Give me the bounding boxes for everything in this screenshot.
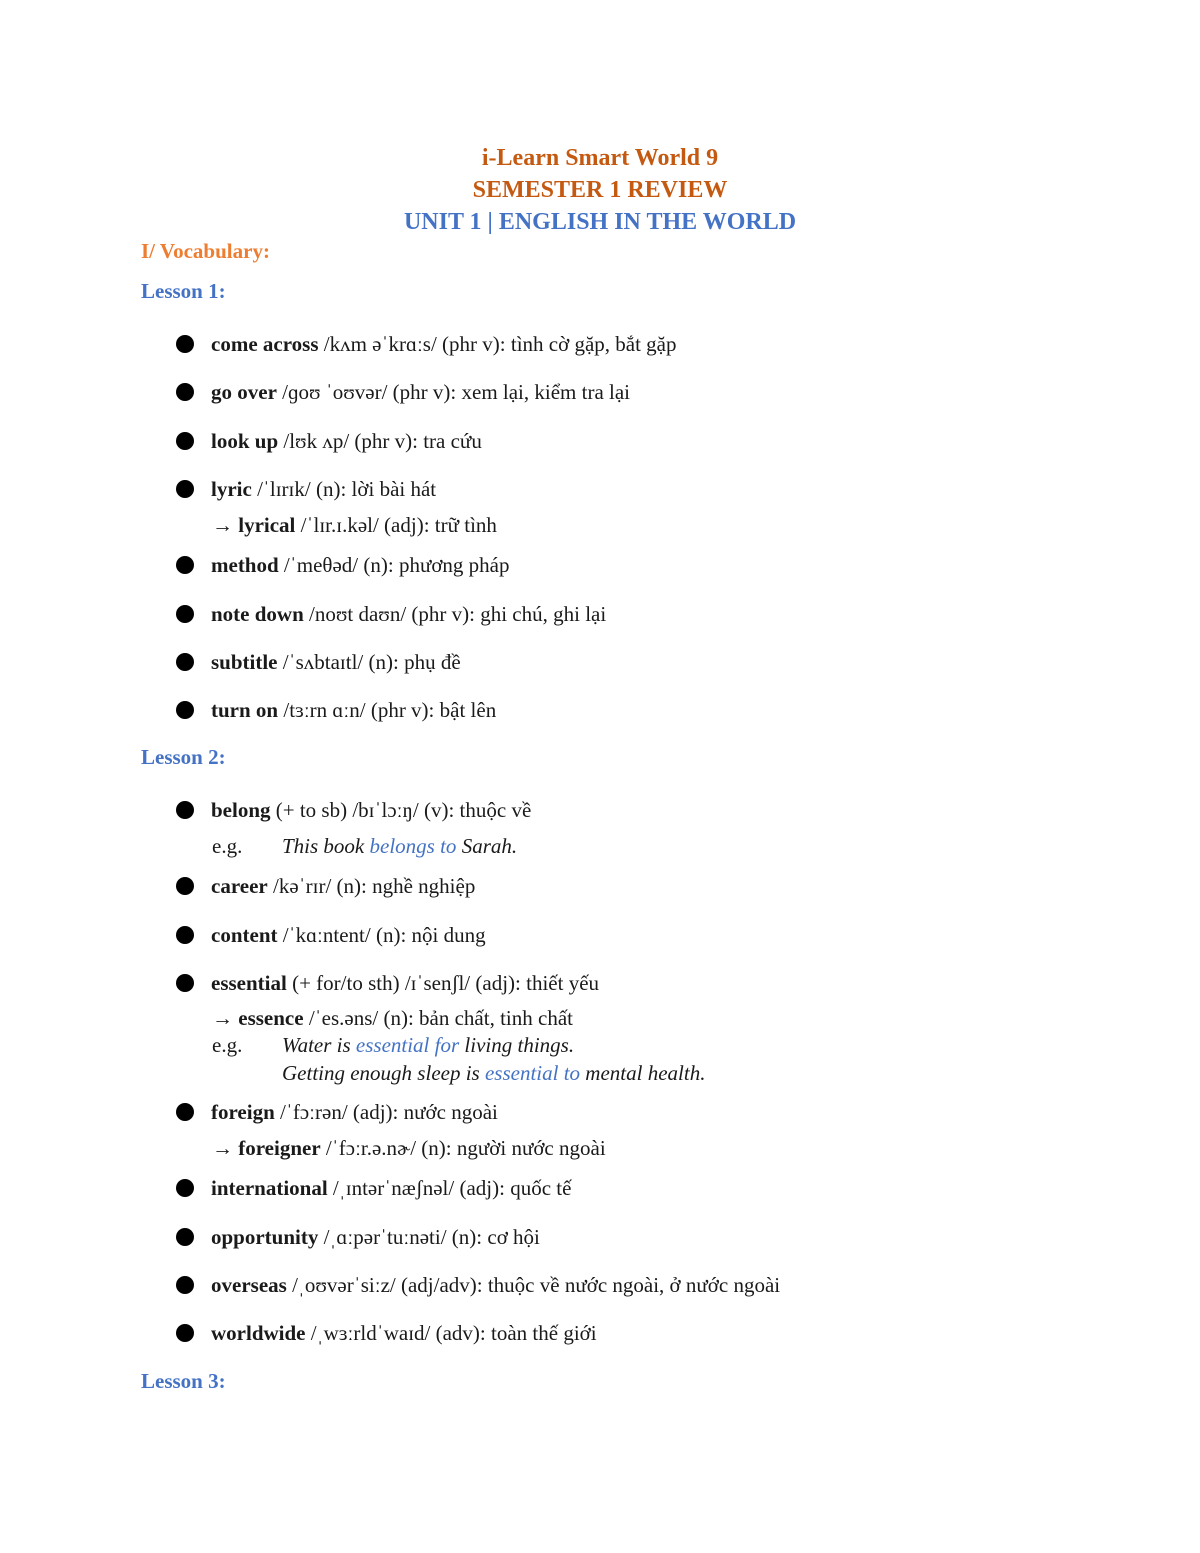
semester-title: SEMESTER 1 REVIEW	[472, 177, 728, 203]
example-sentence	[282, 1060, 705, 1086]
vocab-word: opportunity	[211, 1225, 319, 1249]
vocab-item	[176, 1099, 498, 1125]
vocab-item	[176, 1224, 540, 1250]
unit-title: UNIT 1 | ENGLISH IN THE WORLD	[403, 209, 797, 235]
bullet-icon	[176, 801, 194, 819]
vocab-item	[176, 1320, 597, 1346]
vocab-definition: /ˌoʊvərˈsiːz/ (adj/adv): thuộc về nước ngoài, ở nước ngoài	[286, 1273, 781, 1297]
derived-word	[212, 1135, 606, 1161]
vocab-word: worldwide	[211, 1321, 306, 1345]
vocab-item	[176, 552, 510, 578]
bullet-icon	[176, 1103, 194, 1121]
vocab-definition: /ˈes.əns/ (n): bản chất, tinh chất	[303, 1006, 573, 1030]
section-heading-vocabulary: I/ Vocabulary:	[141, 239, 270, 263]
bullet-icon	[176, 701, 194, 719]
example-label: e.g.	[212, 1033, 243, 1057]
example-text: mental health.	[580, 1061, 706, 1085]
vocab-definition: /kəˈrɪr/ (n): nghề nghiệp	[267, 874, 476, 898]
vocab-definition: (+ for/to sth) /ɪˈsenʃl/ (adj): thiết yếu	[286, 971, 600, 995]
arrow-icon: →	[212, 1136, 239, 1160]
vocab-definition: /tɜːrn ɑːn/ (phr v): bật lên	[278, 698, 497, 722]
arrow-icon: →	[212, 513, 239, 537]
bullet-icon	[176, 556, 194, 574]
lesson-2-heading: Lesson 2:	[141, 745, 226, 769]
example-sentence	[212, 1032, 574, 1058]
vocab-word: belong	[211, 798, 271, 822]
bullet-icon	[176, 432, 194, 450]
bullet-icon	[176, 653, 194, 671]
lesson-3-heading: Lesson 3:	[141, 1369, 226, 1393]
vocab-word: turn on	[211, 698, 279, 722]
vocab-definition: /ˈfɔːr.ə.nɚ/ (n): người nước ngoài	[320, 1136, 606, 1160]
vocab-item	[176, 1272, 780, 1298]
lesson-1-heading: Lesson 1:	[141, 279, 226, 303]
bullet-icon	[176, 1179, 194, 1197]
example-text: living things.	[459, 1033, 575, 1057]
vocab-item	[176, 379, 630, 405]
vocab-definition: /kʌm əˈkrɑːs/ (phr v): tình cờ gặp, bắt gặp	[318, 332, 677, 356]
vocab-word: essence	[238, 1006, 304, 1030]
vocab-word: lyrical	[238, 513, 296, 537]
vocab-word: international	[211, 1176, 328, 1200]
vocab-item	[176, 476, 436, 502]
bullet-icon	[176, 1276, 194, 1294]
vocab-word: note down	[211, 602, 304, 626]
vocab-word: lyric	[211, 477, 252, 501]
bullet-icon	[176, 1324, 194, 1342]
vocab-word: subtitle	[211, 650, 278, 674]
bullet-icon	[176, 480, 194, 498]
example-text: Getting enough sleep is	[282, 1061, 485, 1085]
vocab-word: go over	[211, 380, 277, 404]
vocab-item	[176, 697, 496, 723]
vocab-definition: /ˈlɪr.ɪ.kəl/ (adj): trữ tình	[295, 513, 497, 537]
vocab-item	[176, 797, 531, 823]
vocab-definition: /ˌɑːpərˈtuːnəti/ (n): cơ hội	[318, 1225, 540, 1249]
vocab-definition: /noʊt daʊn/ (phr v): ghi chú, ghi lại	[303, 602, 607, 626]
vocab-definition: /ˈlɪrɪk/ (n): lời bài hát	[251, 477, 437, 501]
derived-word	[212, 512, 497, 538]
vocab-word: career	[211, 874, 268, 898]
vocab-item	[176, 428, 482, 454]
bullet-icon	[176, 335, 194, 353]
derived-word	[212, 1005, 573, 1031]
example-highlight: belongs to	[369, 834, 457, 858]
vocab-item	[176, 922, 486, 948]
vocab-definition: /ˈkɑːntent/ (n): nội dung	[277, 923, 486, 947]
bullet-icon	[176, 605, 194, 623]
vocab-item	[176, 1175, 571, 1201]
vocab-definition: (+ to sb) /bɪˈlɔːŋ/ (v): thuộc về	[270, 798, 532, 822]
book-title: i-Learn Smart World 9	[481, 145, 719, 171]
vocab-word: content	[211, 923, 278, 947]
example-highlight: essential for	[355, 1033, 460, 1057]
arrow-icon: →	[212, 1006, 239, 1030]
vocab-definition: /ˈfɔːrən/ (adj): nước ngoài	[274, 1100, 498, 1124]
example-text: This book	[282, 834, 370, 858]
example-sentence	[212, 833, 517, 859]
vocab-definition: /ˈsʌbtaɪtl/ (n): phụ đề	[277, 650, 461, 674]
vocab-item	[176, 601, 606, 627]
vocab-word: foreign	[211, 1100, 275, 1124]
vocab-definition: /ɡoʊ ˈoʊvər/ (phr v): xem lại, kiểm tra lại	[276, 380, 631, 404]
vocab-item	[176, 649, 461, 675]
vocab-word: essential	[211, 971, 287, 995]
bullet-icon	[176, 974, 194, 992]
vocab-definition: /ˌɪntərˈnæʃnəl/ (adj): quốc tế	[327, 1176, 572, 1200]
vocab-definition: /ˌwɜːrldˈwaɪd/ (adv): toàn thế giới	[305, 1321, 597, 1345]
example-text: Sarah.	[456, 834, 518, 858]
vocab-definition: /ˈmeθəd/ (n): phương pháp	[278, 553, 510, 577]
vocab-item	[176, 970, 599, 996]
bullet-icon	[176, 877, 194, 895]
vocab-definition: /lʊk ʌp/ (phr v): tra cứu	[278, 429, 482, 453]
vocab-item	[176, 873, 475, 899]
example-text: Water is	[282, 1033, 356, 1057]
bullet-icon	[176, 1228, 194, 1246]
example-label: e.g.	[212, 834, 243, 858]
vocab-word: foreigner	[238, 1136, 321, 1160]
vocab-word: come across	[211, 332, 319, 356]
bullet-icon	[176, 926, 194, 944]
vocab-word: method	[211, 553, 279, 577]
vocab-word: overseas	[211, 1273, 287, 1297]
vocab-item	[176, 331, 677, 357]
vocab-word: look up	[211, 429, 279, 453]
example-highlight: essential to	[484, 1061, 581, 1085]
bullet-icon	[176, 383, 194, 401]
